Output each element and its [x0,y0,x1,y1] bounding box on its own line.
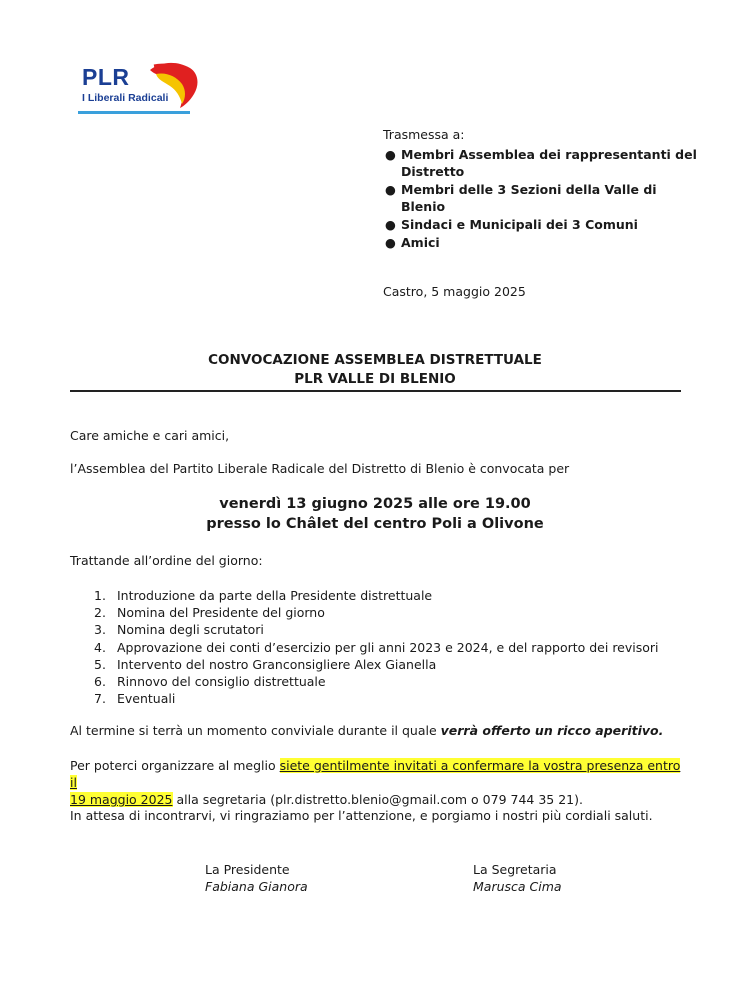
list-item: ● Membri delle 3 Sezioni della Valle di Blenio [385,182,657,214]
signature-name: Fabiana Gianora [205,879,308,894]
list-item: ● Membri Assemblea dei rappresentanti del Distretto [385,147,697,179]
agenda-item: 2. Nomina del Presidente del giorno [94,605,325,621]
closing-greeting: In attesa di incontrarvi, vi ringraziamo per l’attenzione, e porgiamo i nostri più cordiali saluti. [70,808,653,823]
event-location: presso lo Châlet del centro Poli a Olivone [206,516,544,532]
title-line-2: PLR VALLE DI BLENIO [294,371,456,387]
aperitivo-note: Al termine si terrà un momento conviviale durante il quale verrà offerto un ricco aperitivo. [70,723,664,738]
agenda-item: 6. Rinnovo del consiglio distrettuale [94,674,326,690]
list-item: ● Sindaci e Municipali dei 3 Comuni [385,217,638,232]
agenda-item: 7. Eventuali [94,691,176,707]
agenda-item: 1. Introduzione da parte della Presidente distrettuale [94,588,433,603]
list-item: ● Amici [385,235,440,250]
signature-president [205,861,308,895]
signature-name: Marusca Cima [473,879,562,894]
bullet-icon: ● [385,182,396,197]
agenda-list [94,587,694,707]
recipients-block [383,126,703,252]
recipients-list [383,146,703,251]
rsvp-note: Per poterci organizzare al meglio siete gentilmente invitati a confermare la vostra presenza entro il 19 maggio 2025 alla segretaria (plr.distretto.blenio@gmail.com o 079 744 35 21). [70,758,681,807]
event-date: venerdì 13 giugno 2025 alle ore 19.00 [219,496,531,512]
plr-logo [78,62,202,118]
signature-role: La Presidente [205,862,290,877]
agenda-item: 4. Approvazione dei conti d’esercizio per gli anni 2023 e 2024, e del rapporto dei revisori [94,639,659,655]
rsvp-deadline: 19 maggio 2025 [70,792,173,807]
title-divider [70,390,681,392]
bullet-icon: ● [385,217,396,232]
logo-subtitle: I Liberali Radicali [82,92,169,104]
bullet-icon: ● [385,147,396,162]
agenda-intro: Trattande all’ordine del giorno: [70,553,263,568]
title-line-1: CONVOCAZIONE ASSEMBLEA DISTRETTUALE [208,352,542,368]
salutation: Care amiche e cari amici, [70,428,230,443]
agenda-item: 3. Nomina degli scrutatori [94,622,264,638]
logo-rule [78,111,190,114]
signature-role: La Segretaria [473,862,557,877]
flame-icon [146,62,202,108]
place-date: Castro, 5 maggio 2025 [383,284,526,299]
signature-secretary [473,861,562,895]
rsvp-highlight: siete gentilmente invitati a confermare la vostra presenza entro il [70,758,681,790]
bullet-icon: ● [385,235,396,250]
intro-text: l’Assemblea del Partito Liberale Radicale del Distretto di Blenio è convocata per [70,461,570,476]
aperitivo-emphasis: verrà offerto un ricco aperitivo. [440,723,664,738]
logo-text: PLR [82,64,130,90]
document-title [70,351,680,389]
event-details [70,494,680,534]
agenda-item: 5. Intervento del nostro Granconsigliere Alex Gianella [94,656,437,672]
recipients-label: Trasmessa a: [383,127,465,142]
